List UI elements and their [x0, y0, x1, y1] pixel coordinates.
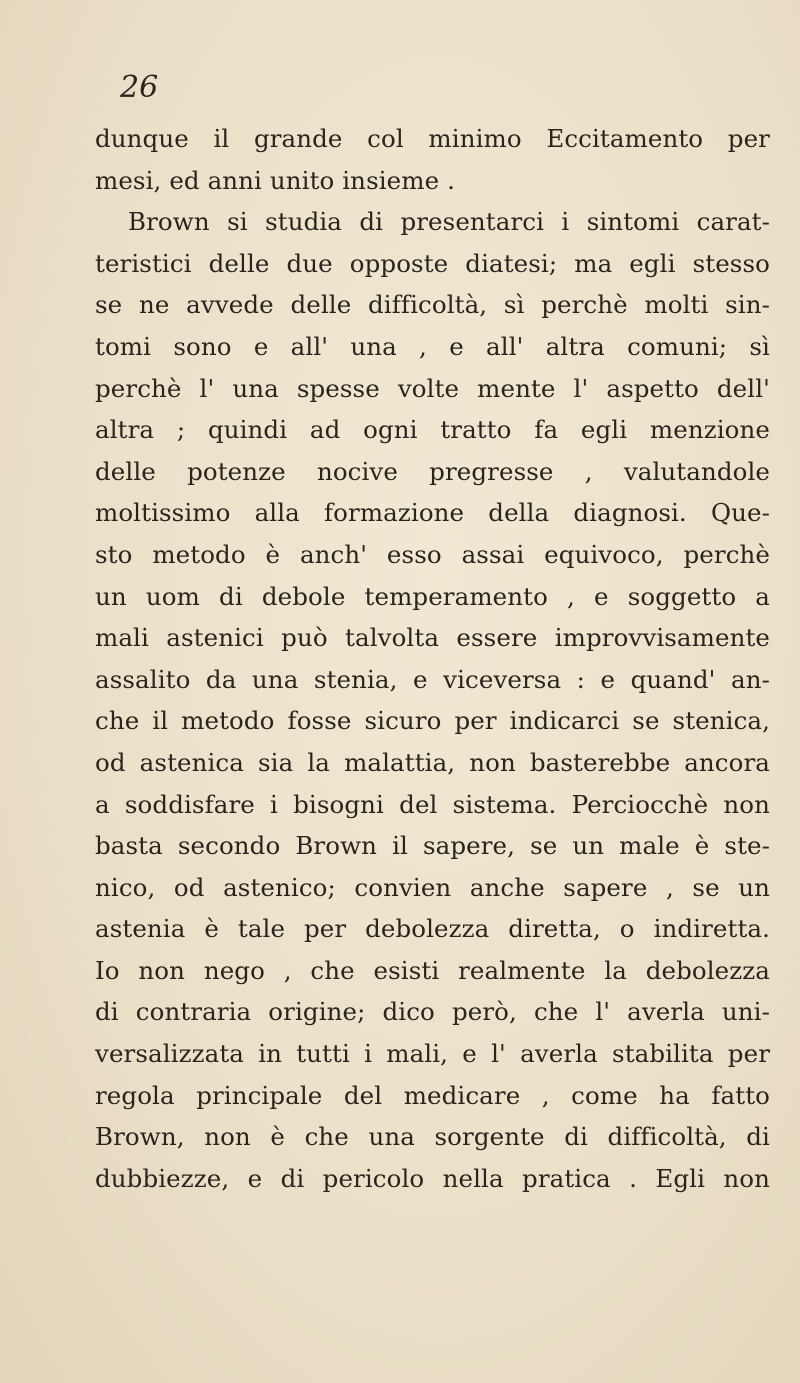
- text-line: mesi, ed anni unito insieme .: [95, 165, 455, 195]
- text-line: di contraria origine; dico però, che l' averla uni-: [95, 997, 770, 1027]
- text-line: tomi sono e all' una , e all' altra comuni; sì: [95, 331, 770, 361]
- body-text: [95, 118, 770, 1199]
- text-line: basta secondo Brown il sapere, se un male è ste-: [95, 831, 770, 861]
- text-line: se ne avvede delle difficoltà, sì perchè molti sin-: [95, 290, 770, 320]
- text-line: sto metodo è anch' esso assai equivoco, perchè: [95, 539, 770, 569]
- text-line: altra ; quindi ad ogni tratto fa egli menzione: [95, 415, 770, 445]
- text-line: Brown, non è che una sorgente di difficoltà, di: [95, 1122, 770, 1152]
- text-line: un uom di debole temperamento , e soggetto a: [95, 581, 770, 611]
- text-line: a soddisfare i bisogni del sistema. Perciocchè non: [95, 789, 770, 819]
- text-line: assalito da una stenia, e viceversa : e quand' an-: [95, 664, 770, 694]
- page-number: 26: [120, 70, 159, 105]
- text-line: od astenica sia la malattia, non basterebbe ancora: [95, 747, 770, 777]
- text-line: versalizzata in tutti i mali, e l' averla stabilita per: [95, 1039, 770, 1069]
- text-line: Io non nego , che esisti realmente la debolezza: [95, 955, 770, 985]
- text-line: nico, od astenico; convien anche sapere , se un: [95, 872, 770, 902]
- text-line: dunque il grande col minimo Eccitamento per: [95, 124, 770, 153]
- text-line: dubbiezze, e di pericolo nella pratica . Egli non: [95, 1163, 770, 1193]
- text-line: che il metodo fosse sicuro per indicarci se stenica,: [95, 706, 770, 736]
- text-line: regola principale del medicare , come ha fatto: [95, 1080, 770, 1110]
- text-line: mali astenici può talvolta essere improvvisamente: [95, 623, 770, 653]
- text-line: teristici delle due opposte diatesi; ma egli stesso: [95, 248, 770, 278]
- text-line: delle potenze nocive pregresse , valutandole: [95, 456, 770, 486]
- text-line: moltissimo alla formazione della diagnosi. Que-: [95, 498, 770, 528]
- text-line: astenia è tale per debolezza diretta, o indiretta.: [95, 914, 770, 944]
- text-line: perchè l' una spesse volte mente l' aspetto dell': [95, 373, 770, 403]
- text-line: Brown si studia di presentarci i sintomi carat-: [128, 207, 770, 237]
